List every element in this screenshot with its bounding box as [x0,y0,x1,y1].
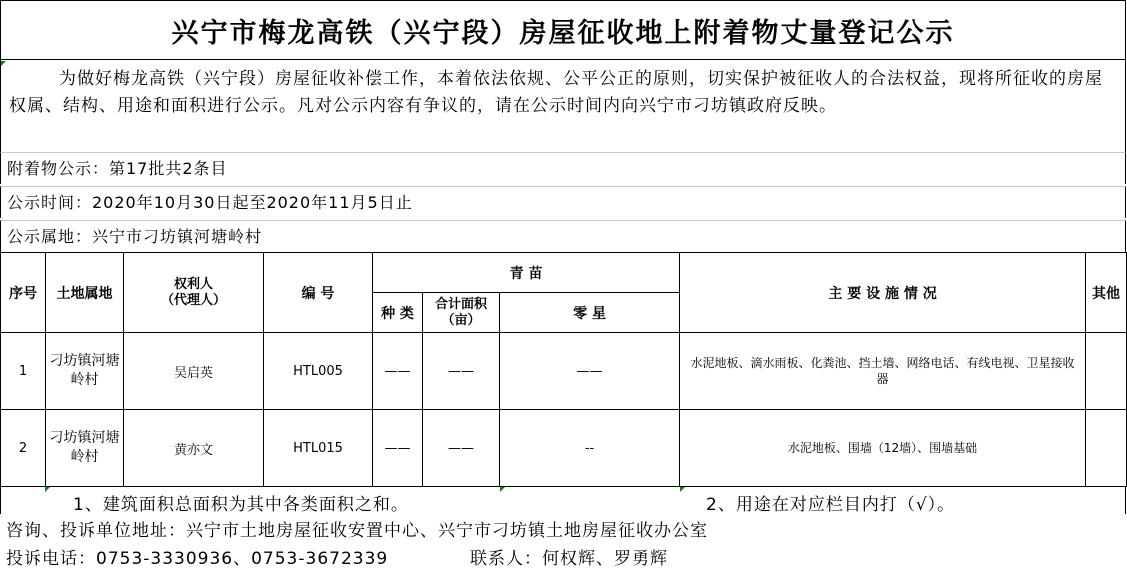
period-info: 公示时间：2020年10月30日起至2020年11月5日止 [0,186,1126,218]
header-area-line1: 合计面积 [434,296,487,312]
cell-seq: 1 [1,333,46,410]
notes-row [0,486,1126,514]
header-land: 土地属地 [46,253,124,333]
cell-seq: 2 [1,410,46,487]
header-owner-line1: 权利人 [173,276,213,292]
header-scattered: 零 星 [500,293,680,333]
cell-marker-icon [500,487,505,492]
cell-marker-icon [680,487,685,492]
header-area [423,293,500,333]
cell-owner: 吴启英 [124,333,264,410]
header-kind: 种 类 [373,293,423,333]
cell-other [1086,410,1127,487]
header-other: 其他 [1086,253,1127,333]
header-facilities: 主 要 设 施 情 况 [680,253,1086,333]
cell-code: HTL005 [264,333,373,410]
header-owner-line2: （代理人） [160,292,226,308]
cell-scattered: —— [500,333,680,410]
header-seq: 序号 [1,253,46,333]
cell-land: 刁坊镇河塘岭村 [46,410,124,487]
cell-code: HTL015 [264,410,373,487]
header-code: 编 号 [264,253,373,333]
cell-marker-icon [1,61,6,66]
note-usage: 2、用途在对应栏目内打（√）。 [706,495,956,515]
cell-facilities: 水泥地板、滴水雨板、化粪池、挡土墙、网络电话、有线电视、卫星接收器 [680,333,1086,410]
header-owner [124,253,264,333]
cell-land: 刁坊镇河塘岭村 [46,333,124,410]
table-row [1,410,1127,487]
batch-info: 附着物公示：第17批共2条目 [0,152,1126,184]
contact-address: 咨询、投诉单位地址：兴宁市土地房屋征收安置中心、兴宁市刁坊镇土地房屋征收办公室 [6,521,708,541]
intro-paragraph: 为做好梅龙高铁（兴宁段）房屋征收补偿工作，本着依法依规、公平公正的原则，切实保护被征收人的合法权益，现将所征收的房屋权属、结构、用途和面积进行公示。凡对公示内容有争议的，请在公示时间内向兴宁市刁坊镇政府反映。 [0,60,1126,152]
complaint-phone: 投诉电话：0753-3330936、0753-3672339 [6,549,389,569]
note-area: 1、建筑面积总面积为其中各类面积之和。 [73,495,409,515]
header-area-line2: （亩） [441,312,481,328]
table-header-row [1,253,1127,293]
cell-scattered: -- [500,410,680,487]
location-info: 公示属地：兴宁市刁坊镇河塘岭村 [0,220,1126,252]
cell-owner: 黄亦文 [124,410,264,487]
contact-person: 联系人：何权辉、罗勇辉 [470,549,668,569]
attachment-table [0,252,1127,487]
cell-marker-icon [45,487,50,492]
cell-facilities: 水泥地板、围墙（12墙）、围墙基础 [680,410,1086,487]
cell-kind: —— [373,410,423,487]
cell-area: —— [423,410,500,487]
cell-other [1086,333,1127,410]
cell-kind: —— [373,333,423,410]
page-title: 兴宁市梅龙高铁（兴宁段）房屋征收地上附着物丈量登记公示 [0,0,1126,60]
header-crops: 青 苗 [373,253,680,293]
table-row [1,333,1127,410]
cell-area: —— [423,333,500,410]
contact-line [0,544,1126,569]
